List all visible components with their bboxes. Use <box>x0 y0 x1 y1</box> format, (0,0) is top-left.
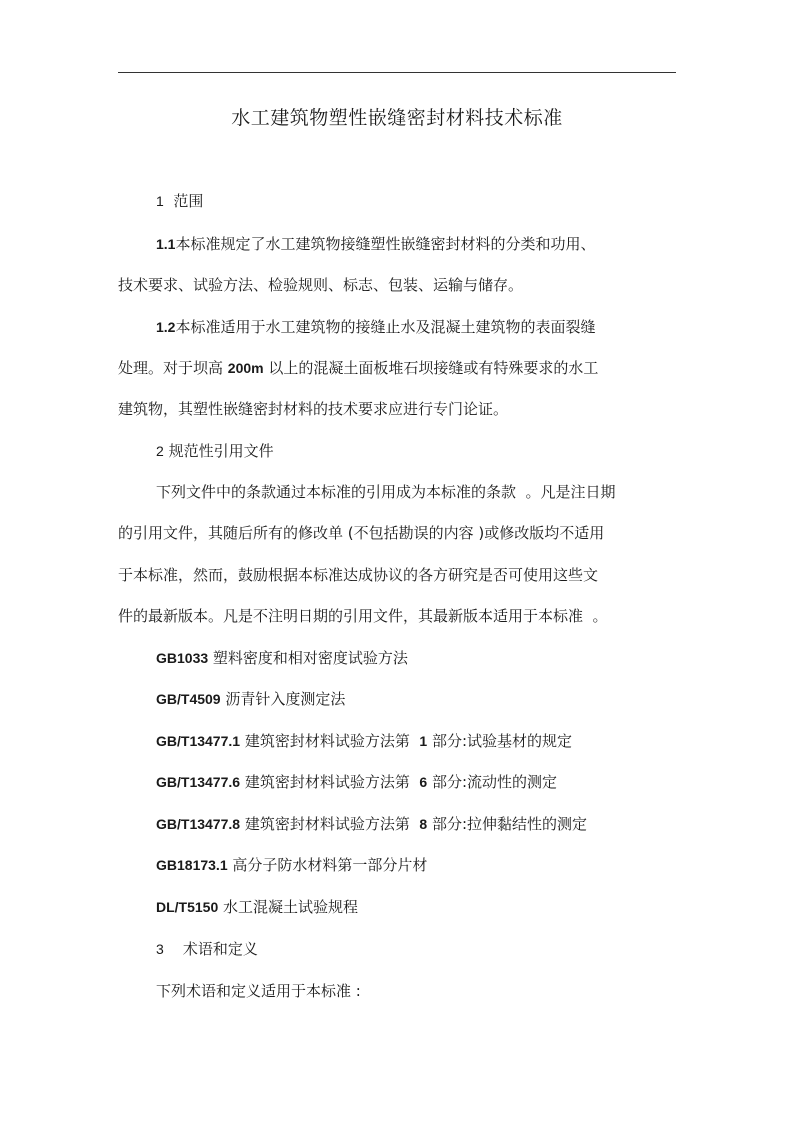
reference-gb18173-1 <box>156 854 427 876</box>
reference-title: 沥青针入度测定法 <box>220 690 346 708</box>
reference-gbt13477-6 <box>156 771 557 793</box>
section-1-heading <box>156 190 203 212</box>
section-3-heading <box>156 938 258 960</box>
reference-code: GB/T4509 <box>156 691 221 707</box>
section-2-para-line-3: 于本标准，然而，鼓励根据本标准达成协议的各方研究是否可使用这些文 <box>118 566 599 584</box>
reference-gbt13477-8 <box>156 813 587 835</box>
reference-part-title: 部分:流动性的测定 <box>427 773 557 791</box>
section-3-number: 3 <box>156 941 164 957</box>
reference-title: 建筑密封材料试验方法第 <box>240 773 420 791</box>
reference-code: DL/T5150 <box>156 899 219 915</box>
clause-1-2-line-3: 建筑物，其塑性嵌缝密封材料的技术要求应进行专门论证。 <box>118 400 509 418</box>
clause-1-2-dam-height: 200m <box>227 360 264 376</box>
reference-gbt13477-1 <box>156 730 572 752</box>
clause-1-1-number: 1.1 <box>156 236 176 252</box>
clause-1-2-number: 1.2 <box>156 319 176 335</box>
document-title: 水工建筑物塑性嵌缝密封材料技术标准 <box>231 107 563 129</box>
clause-1-1-line-2: 技术要求、试验方法、检验规则、标志、包装、运输与储存。 <box>118 276 524 294</box>
reference-code: GB/T13477.6 <box>156 774 241 790</box>
reference-title: 水工混凝土试验规程 <box>218 898 359 916</box>
reference-part-title: 部分:试验基材的规定 <box>427 732 572 750</box>
reference-title: 建筑密封材料试验方法第 <box>240 815 420 833</box>
clause-1-2-text-1: 本标准适用于水工建筑物的接缝止水及混凝土建筑物的表面裂缝 <box>175 318 596 336</box>
reference-part-number: 8 <box>419 816 428 832</box>
reference-code: GB1033 <box>156 650 209 666</box>
section-3-title: 术语和定义 <box>182 940 258 958</box>
section-2-title: 规范性引用文件 <box>168 442 274 460</box>
reference-gb1033 <box>156 647 408 669</box>
clause-1-2-line-2 <box>118 357 598 379</box>
reference-code: GB/T13477.8 <box>156 816 241 832</box>
section-2-heading <box>156 440 274 462</box>
clause-1-1-text-1: 本标准规定了水工建筑物接缝塑性嵌缝密封材料的分类和功用、 <box>175 235 596 253</box>
section-3-para: 下列术语和定义适用于本标准 : <box>156 982 361 1000</box>
reference-code: GB18173.1 <box>156 857 228 873</box>
reference-title: 建筑密封材料试验方法第 <box>240 732 420 750</box>
section-2-para-line-4: 件的最新版本。凡是不注明日期的引用文件，其最新版本适用于本标准 。 <box>118 607 608 625</box>
section-1-title: 范围 <box>173 192 204 210</box>
section-2-number: 2 <box>156 443 164 459</box>
header-rule <box>118 72 676 73</box>
clause-1-2-line-1 <box>156 316 595 338</box>
section-1-number: 1 <box>156 193 164 209</box>
section-2-para-line-1: 下列文件中的条款通过本标准的引用成为本标准的条款 。凡是注日期 <box>156 483 616 501</box>
reference-title: 高分子防水材料第一部分片材 <box>227 856 428 874</box>
clause-1-1-line-1 <box>156 233 595 255</box>
reference-part-number: 1 <box>419 733 428 749</box>
section-2-para-line-2: 的引用文件，其随后所有的修改单 (不包括勘误的内容 )或修改版均不适用 <box>118 524 605 542</box>
clause-1-2-text-2a: 处理。对于坝高 <box>118 359 228 377</box>
clause-1-2-text-2b: 以上的混凝土面板堆石坝接缝或有特殊要求的水工 <box>263 359 599 377</box>
reference-gbt4509 <box>156 688 345 710</box>
reference-part-title: 部分:拉伸黏结性的测定 <box>427 815 587 833</box>
reference-code: GB/T13477.1 <box>156 733 241 749</box>
reference-dlt5150 <box>156 896 358 918</box>
reference-part-number: 6 <box>419 774 428 790</box>
reference-title: 塑料密度和相对密度试验方法 <box>208 649 408 667</box>
